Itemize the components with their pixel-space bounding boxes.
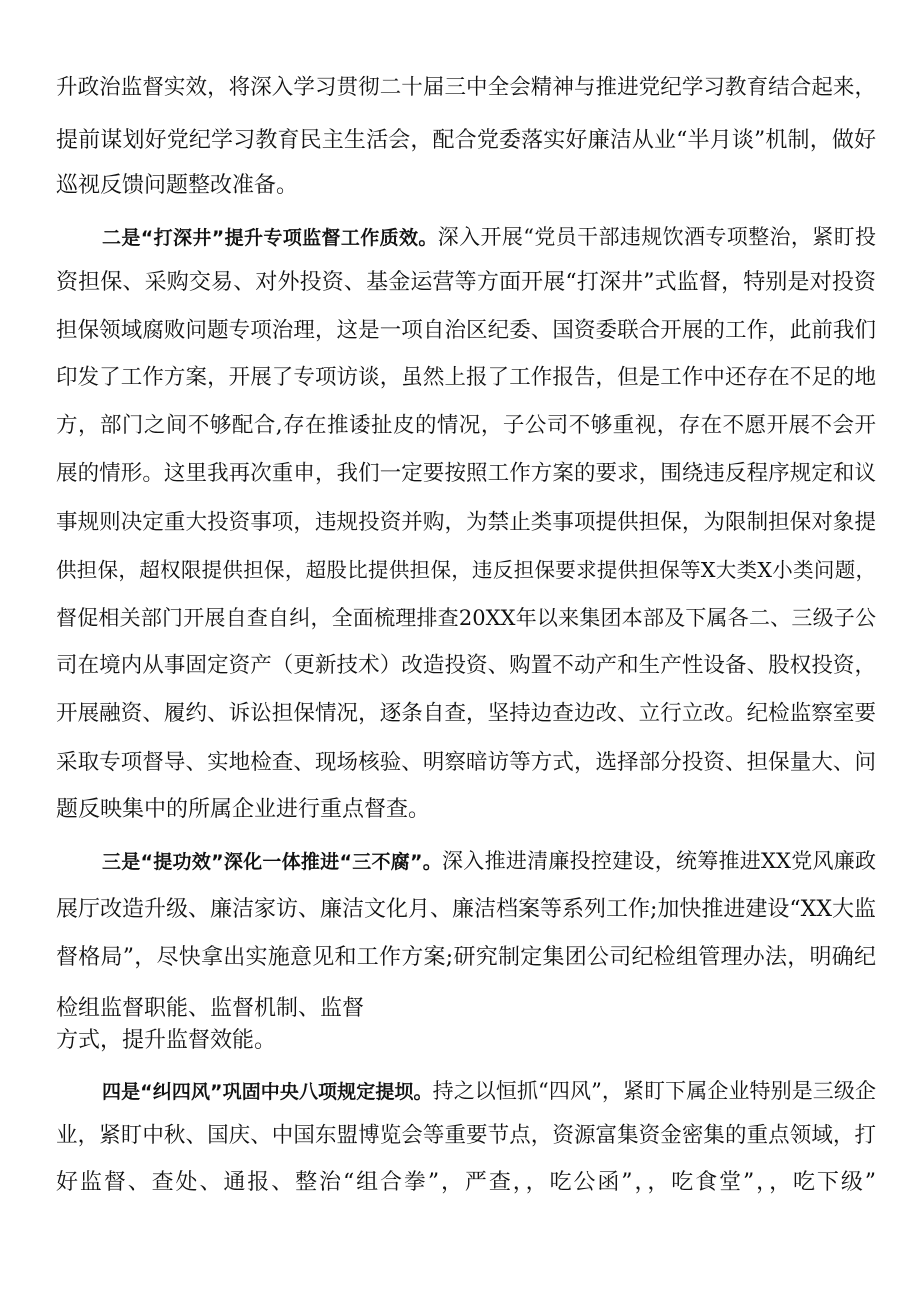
p3-lead-heading: 三是“提功效”深化一体推进“三不腐”。 (102, 851, 443, 873)
p3-line-4: 检组监督职能、监督机制、监督 (56, 996, 365, 1021)
p2-line-2: 资担保、采购交易、对外投资、基金运营等方面开展“打深井”式监督，特别是对投资 (56, 270, 876, 295)
p2-line-1-rest: 深入开展“党员干部违规饮酒专项整治，紧盯投 (437, 225, 876, 249)
p2-line-8: 供担保，超权限提供担保，超股比提供担保，违反担保要求提供担保等X大类X小类问题， (56, 558, 876, 582)
p2-line-5: 方，部门之间不够配合,存在推诿扯皮的情况，子公司不够重视，存在不愿开展不会开 (56, 413, 876, 438)
p1-line-1: 升政治监督实效，将深入学习贯彻二十届三中全会精神与推进党纪学习教育结合起来， (56, 75, 876, 100)
p4-line-3: 好监督、查处、通报、整治“组合拳”，严查，，吃公函”，，吃食堂”，，吃下级” (56, 1170, 876, 1195)
p2-line-11: 开展融资、履约、诉讼担保情况，逐条自查，坚持边查边改、立行立改。纪检监察室要 (56, 701, 876, 726)
p2-line-3: 担保领域腐败问题专项治理，这是一项自治区纪委、国资委联合开展的工作，此前我们 (56, 318, 876, 343)
p4-lead-heading: 四是“纠四风”巩固中央八项规定提坝。 (102, 1081, 433, 1103)
p2-lead-heading: 二是“打深井”提升专项监督工作质效。 (102, 227, 438, 249)
p2-line-12: 采取专项督导、实地检查、现场核验、明察暗访等方式，选择部分投资、担保量大、问 (56, 750, 876, 775)
p3-line-1 (102, 846, 876, 876)
p3-line-3: 督格局”，尽快拿出实施意见和工作方案;研究制定集团公司纪检组管理办法，明确纪 (56, 945, 876, 970)
p2-line-9: 督促相关部门开展自查自纠，全面梳理排查20XX年以来集团本部及下属各二、三级子公 (56, 606, 876, 630)
p3-line-2: 展厅改造升级、廉洁家访、廉洁文化月、廉洁档案等系列工作;加快推进建设“XX大监 (56, 897, 876, 922)
p2-line-13: 题反映集中的所属企业进行重点督查。 (56, 797, 431, 822)
p1-line-3: 巡视反馈问题整改准备。 (56, 173, 299, 198)
p2-line-10: 司在境内从事固定资产（更新技术）改造投资、购置不动产和生产性设备、股权投资， (56, 653, 876, 678)
p1-line-2: 提前谋划好党纪学习教育民主生活会，配合党委落实好廉洁从业“半月谈”机制，做好 (56, 128, 876, 153)
p2-line-6: 展的情形。这里我再次重申，我们一定要按照工作方案的要求，围绕违反程序规定和议 (56, 461, 876, 486)
p2-line-4: 印发了工作方案，开展了专项访谈，虽然上报了工作报告，但是工作中还存在不足的地 (56, 365, 876, 390)
p4-line-2: 业，紧盯中秋、国庆、中国东盟博览会等重要节点，资源富集资金密集的重点领域，打 (56, 1123, 876, 1148)
p2-line-7: 事规则决定重大投资事项，违规投资并购，为禁止类事项提供担保，为限制担保对象提 (56, 510, 876, 535)
p4-line-1-rest: 持之以恒抓“四风”，紧盯下属企业特别是三级企 (432, 1079, 876, 1103)
p3-line-5: 方式，提升监督效能。 (56, 1028, 277, 1053)
p3-line-1-rest: 深入推进清廉投控建设，统筹推进XX党风廉政 (442, 849, 876, 873)
p4-line-1 (102, 1076, 876, 1106)
p2-line-1 (102, 222, 876, 252)
